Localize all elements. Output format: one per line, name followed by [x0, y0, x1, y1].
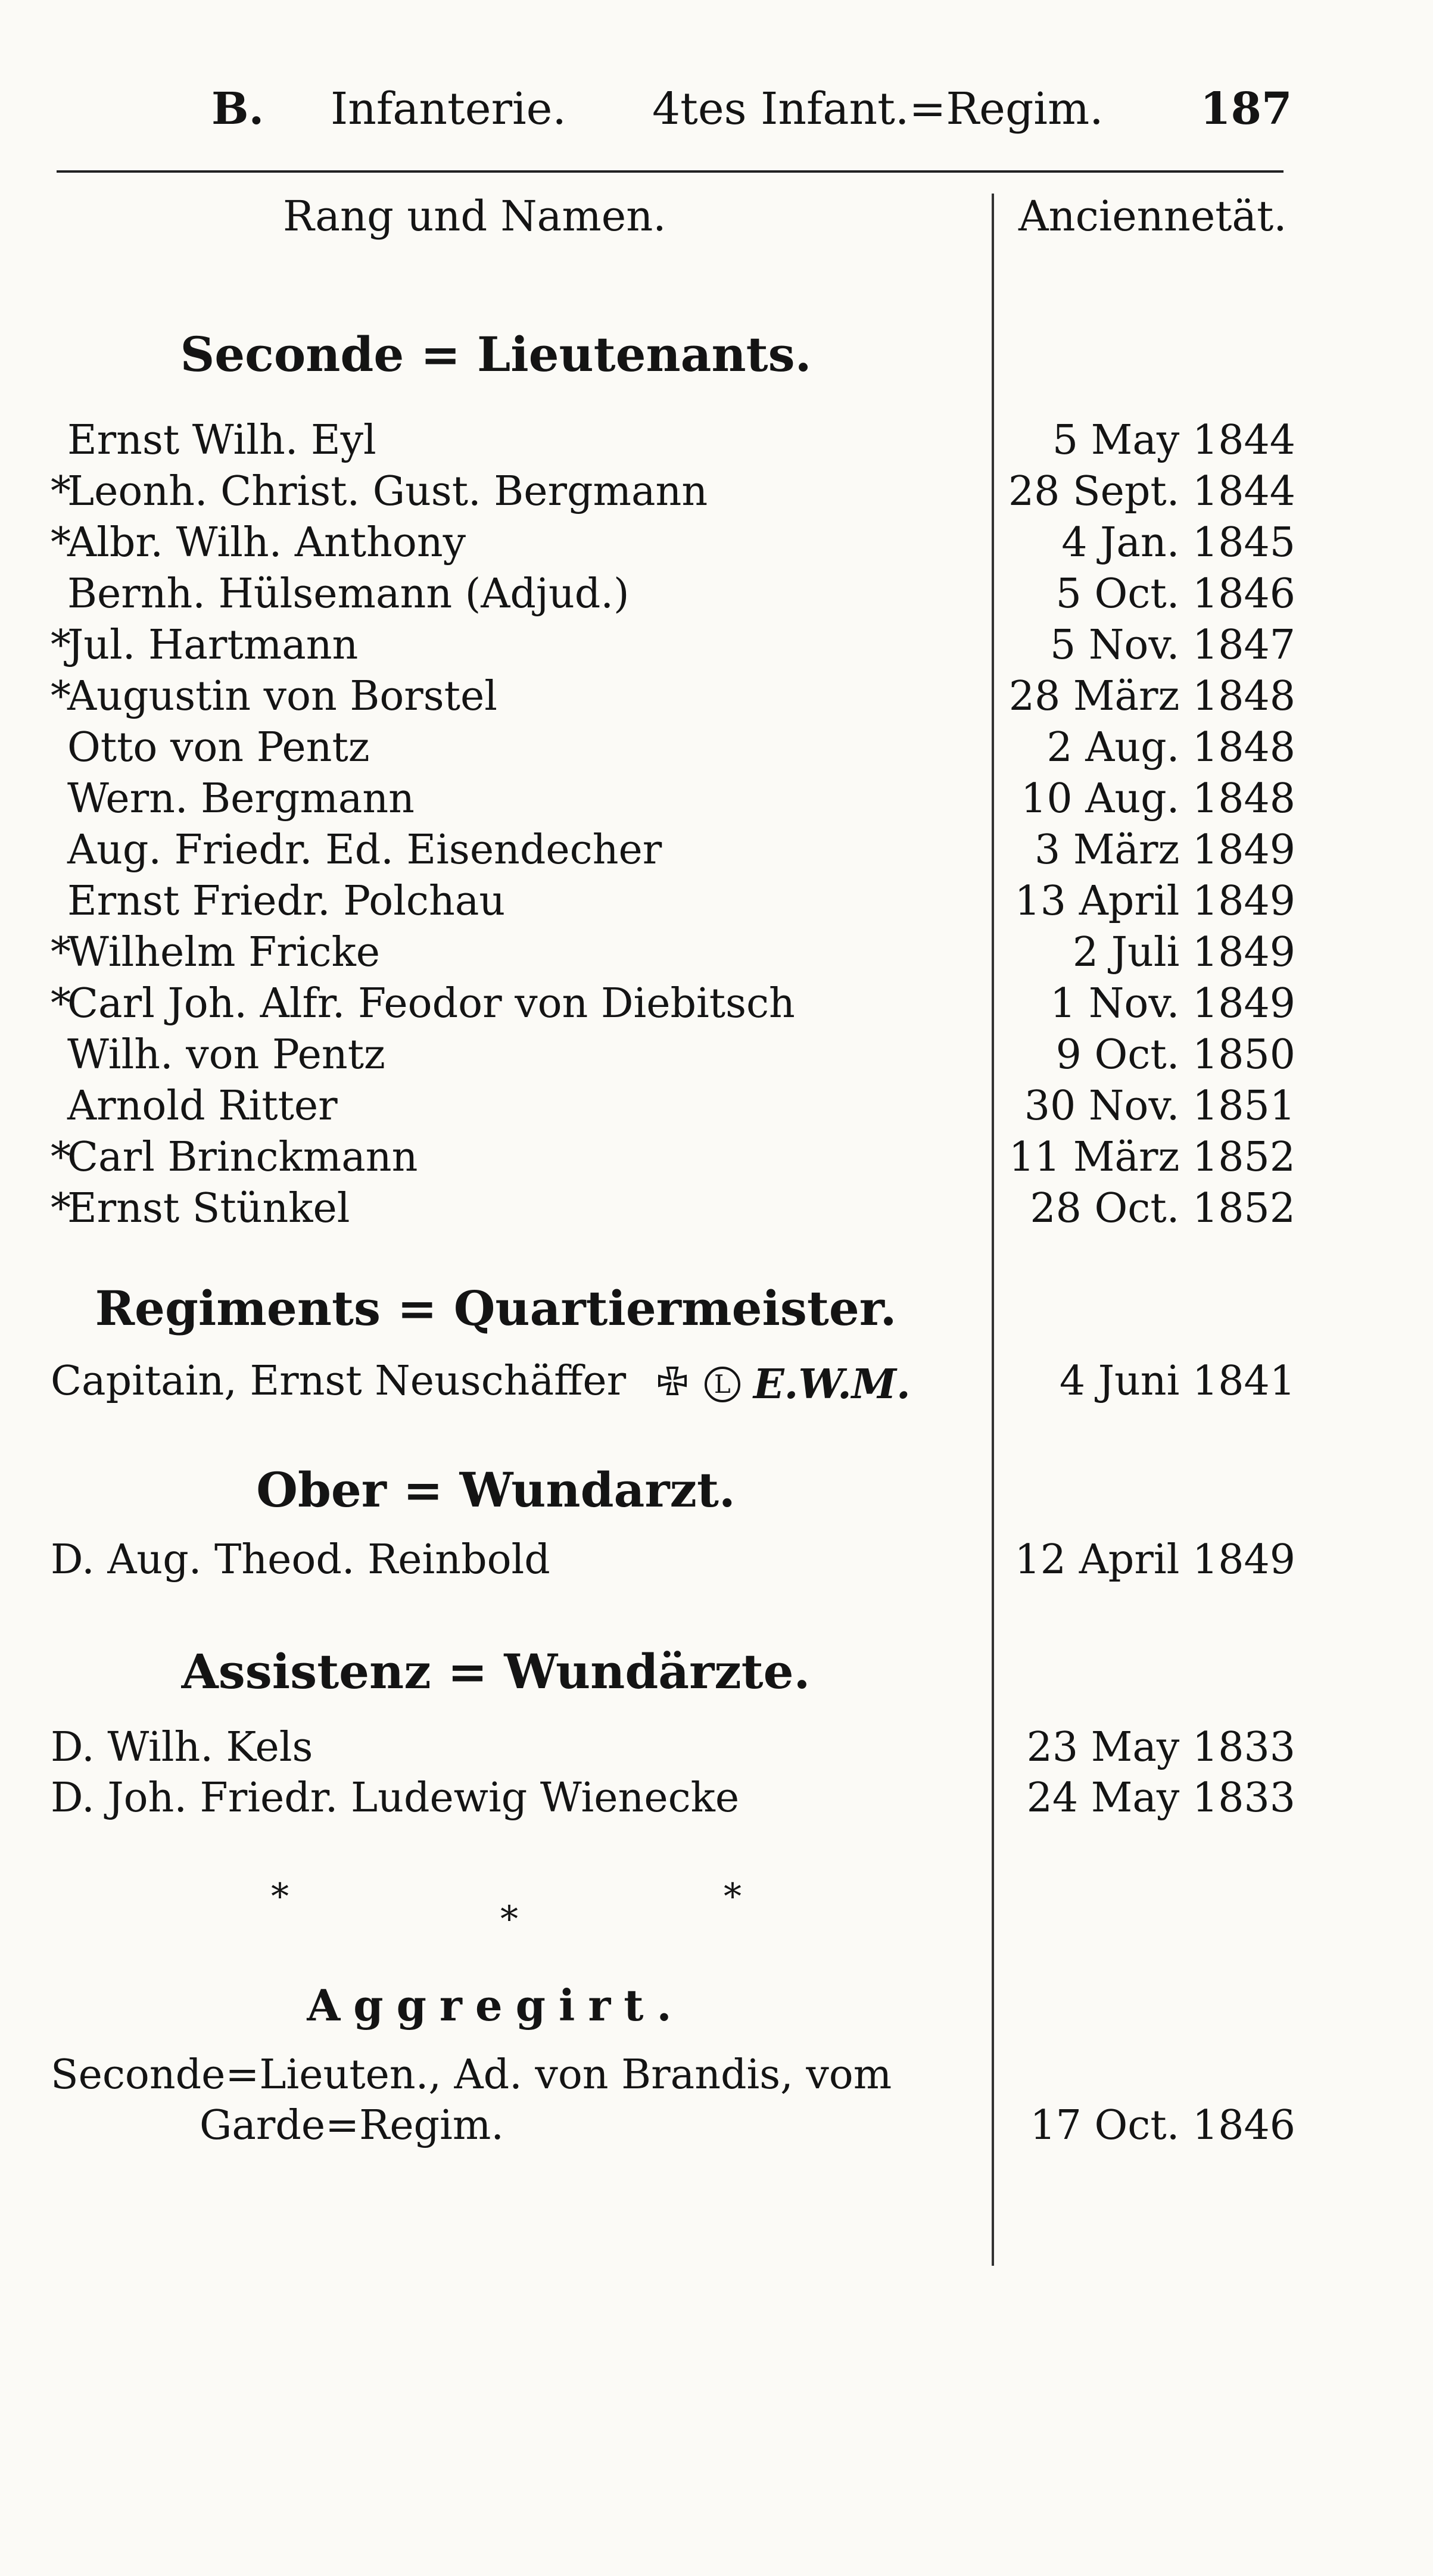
page-number: 187	[1200, 83, 1292, 135]
table-row: D. Aug. Theod. Reinbold 12 April 1849	[51, 1536, 1295, 1583]
table-row: D. Wilh. Kels 23 May 1833	[51, 1724, 1295, 1771]
section-title: Assistenz = Wundärzte.	[181, 1643, 811, 1699]
table-row: *Carl Joh. Alfr. Feodor von Diebitsch 1 Nov. 1849	[51, 980, 1295, 1027]
section-letter: B.	[211, 83, 264, 135]
table-row: Bernh. Hülsemann (Adjud.) 5 Oct. 1846	[67, 570, 1295, 618]
table-row: D. Joh. Friedr. Ludewig Wienecke 24 May 1833	[51, 1774, 1295, 1822]
running-head	[57, 83, 1292, 149]
table-row: Ernst Wilh. Eyl 5 May 1844	[67, 417, 1295, 464]
table-row: *Albr. Wilh. Anthony 4 Jan. 1845	[51, 519, 1295, 566]
column-header-seniority: Anciennetät.	[1018, 192, 1287, 241]
header-rule	[57, 170, 1284, 173]
order-abbreviation: E.W.M.	[753, 1360, 911, 1408]
section-title: Aggregirt.	[307, 1980, 685, 2031]
table-row: *Carl Brinckmann 11 März 1852	[51, 1134, 1295, 1181]
header-title: Infanterie.	[331, 83, 566, 135]
table-row: *Wilhelm Fricke 2 Juli 1849	[51, 929, 1295, 976]
section-title: Seconde = Lieutenants.	[180, 326, 812, 382]
table-row: Garde=Regim. 17 Oct. 1846	[200, 2102, 1295, 2149]
table-row: *Leonh. Christ. Gust. Bergmann 28 Sept. 1844	[51, 468, 1295, 515]
table-row: *Augustin von Borstel 28 März 1848	[51, 673, 1295, 720]
header-subtitle: 4tes Infant.=Regim.	[652, 83, 1104, 135]
table-row: *Jul. Hartmann 5 Nov. 1847	[51, 622, 1295, 669]
table-row: Wern. Bergmann 10 Aug. 1848	[67, 775, 1295, 822]
section-title: Regiments = Quartiermeister.	[95, 1280, 897, 1336]
table-row: Seconde=Lieuten., Ad. von Brandis, vom	[51, 2051, 892, 2098]
column-header-name: Rang und Namen.	[283, 192, 666, 241]
table-row: Otto von Pentz 2 Aug. 1848	[67, 724, 1295, 771]
table-row: *Ernst Stünkel 28 Oct. 1852	[51, 1185, 1295, 1232]
section-title: Ober = Wundarzt.	[256, 1462, 736, 1518]
table-row: Capitain, Ernst Neuschäffer L E.W.M. 4 Juni 1841	[51, 1358, 1295, 1408]
table-row: Arnold Ritter 30 Nov. 1851	[67, 1083, 1295, 1130]
table-row: Aug. Friedr. Ed. Eisendecher 3 März 1849	[67, 827, 1295, 874]
table-row: Wilh. von Pentz 9 Oct. 1850	[67, 1031, 1295, 1078]
l-order-icon: L	[705, 1367, 740, 1402]
table-row: Ernst Friedr. Polchau 13 April 1849	[67, 878, 1295, 925]
decorations	[653, 1361, 911, 1408]
separator-asterisks: * * *	[271, 1876, 742, 1940]
iron-cross-icon	[653, 1365, 691, 1404]
